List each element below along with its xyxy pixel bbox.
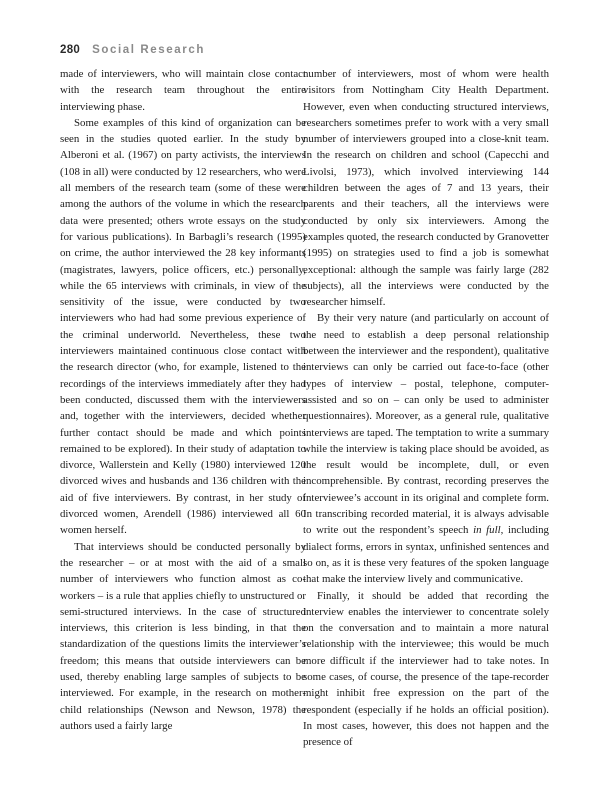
left-column	[60, 66, 306, 734]
paragraph: made of interviewers, who will maintain close contact with the research team throughout the entire interviewing phase.	[60, 68, 306, 113]
paragraph: Some examples of this kind of organization can be seen in the studies quoted earlier. In the study by Alberoni et al. (1967) on party activists, the interviews (108 in all) were conducted by 12 researchers, who were all members of the research team (some of these were among the authors of the volume in which the research data were presented; others wrote essays on the study for various publications). In Barbagli’s research (1995) on crime, the author interviewed the 28 key informants (magistrates, lawyers, police officers, etc.) personally, while the 65 interviews with criminals, in view of the sensitivity of the issue, were conducted by two interviewers who had had some previous experience of the criminal underworld. Nevertheless, these two interviewers maintained continuous close contact with the research director (who, for example, listened to the recordings of the interviews immediately after they had been conducted, discussed them with the interviewers and, together with the interviewers, decided whether further contact should be made and which points remained to be explored). In their study of adaptation to divorce, Wallerstein and Kelly (1980) interviewed 120 divorced wives and husbands and 136 children with the aid of five interviewers. By contrast, in her study of divorced women, Arendell (1986) interviewed all 60 women herself.	[60, 116, 306, 537]
paragraph: Finally, it should be added that recording the interview enables the interviewer to concentrate solely on the conversation and to maintain a more natural relationship with the interviewee; this would be much more difficult if the interviewer had to take notes. In some cases, of course, the presence of the tape-recorder might inhibit free expression on the part of the respondent (especially if he holds an official position). In most cases, however, this does not happen and the presence of	[303, 589, 549, 749]
paragraph	[303, 310, 549, 587]
page-header	[60, 40, 205, 58]
emphasis-text: in full,	[473, 524, 504, 537]
paragraph: number of interviewers, most of whom were health visitors from Nottingham City Health Department. However, even when conducting structured interviews, researchers sometimes prefer to work with a very small number of interviewers grouped into a close-knit team. In the research on children and school (Capecchi and Livolsi, 1973), which involved interviewing 144 children between the ages of 7 and 13 years, their parents and their teachers, all the interviews were conducted by only six interviewers. Among the examples quoted, the research conducted by Granovetter (1995) on strategies used to find a job is somewhat exceptional: although the sample was fairly large (282 subjects), all the interviews were conducted by the researcher himself.	[303, 68, 549, 309]
paragraph-text: By their very nature (and particularly on account of the need to establish a deep personal relationship between the interviewer and the respondent), qualitative interviews can only be carried out face-to-face (other types of interview – postal, telephone, computer-assisted and so on – can only be used to administer questionnaires). Moreover, as a general rule, qualitative interviews are taped. The temptation to write a summary while the interview is taking place should be avoided, as the result would be incomplete, dull, or even incomprehensible. By contrast, recording preserves the interviewee’s account in its original and complete form. In transcribing recorded material, it is always advisable to write out the respondent’s speech	[303, 312, 549, 537]
page-number: 280	[60, 44, 81, 56]
right-column	[303, 66, 549, 750]
running-title: Social Research	[92, 44, 205, 56]
paragraph-text: including dialect forms, errors in syntax, unfinished sentences and so on, as it is these very features of the spoken language that make the interview lively and communicative.	[303, 524, 549, 586]
paragraph: That interviews should be conducted personally by the researcher – or at most with the aid of a small number of interviewers who function almost as co-workers – is a rule that applies chiefly to unstructured or semi-structured interviews. In the case of structured interviews, this criterion is less binding, in that the standardization of the questions limits the interviewer’s freedom; this means that outside interviewers can be used, thereby enabling large samples of subjects to be interviewed. For example, in the research on mother-child relationships (Newson and Newson, 1978) the authors used a fairly large	[60, 540, 306, 732]
